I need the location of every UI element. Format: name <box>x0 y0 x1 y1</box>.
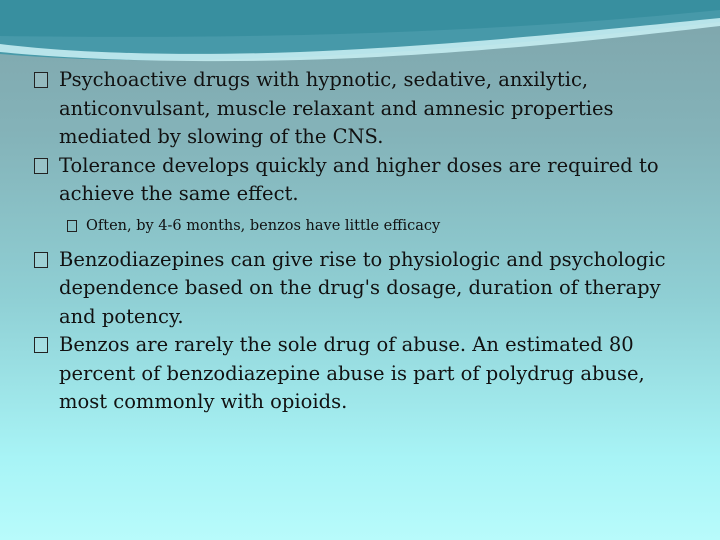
sub-bullet-marker-icon <box>67 220 77 232</box>
slide-body <box>34 66 694 417</box>
sub-bullet-text: Often, by 4-6 months, benzos have little efficacy <box>86 217 441 234</box>
sub-bullet-item <box>34 215 694 237</box>
bullet-marker-icon <box>34 158 48 174</box>
bullet-item <box>34 331 694 417</box>
bullet-marker-icon <box>34 337 48 353</box>
bullet-text: Benzodiazepines can give rise to physiologic and psychologic dependence based on the drug's dosage, duration of therapy and potency. <box>59 247 666 328</box>
top-decorative-band <box>0 0 720 70</box>
bullet-text: Benzos are rarely the sole drug of abuse. An estimated 80 percent of benzodiazepine abuse is part of polydrug abuse, most commonly with opioids. <box>59 333 645 413</box>
bullet-item <box>34 246 694 332</box>
bullet-item <box>34 152 694 209</box>
bullet-item <box>34 66 694 152</box>
bullet-text: Psychoactive drugs with hypnotic, sedative, anxilytic, anticonvulsant, muscle relaxant and amnesic properties mediated by slowing of the CNS. <box>59 68 614 148</box>
bullet-marker-icon <box>34 252 48 268</box>
bullet-text: Tolerance develops quickly and higher doses are required to achieve the same effect. <box>59 153 659 205</box>
bullet-marker-icon <box>34 72 48 88</box>
